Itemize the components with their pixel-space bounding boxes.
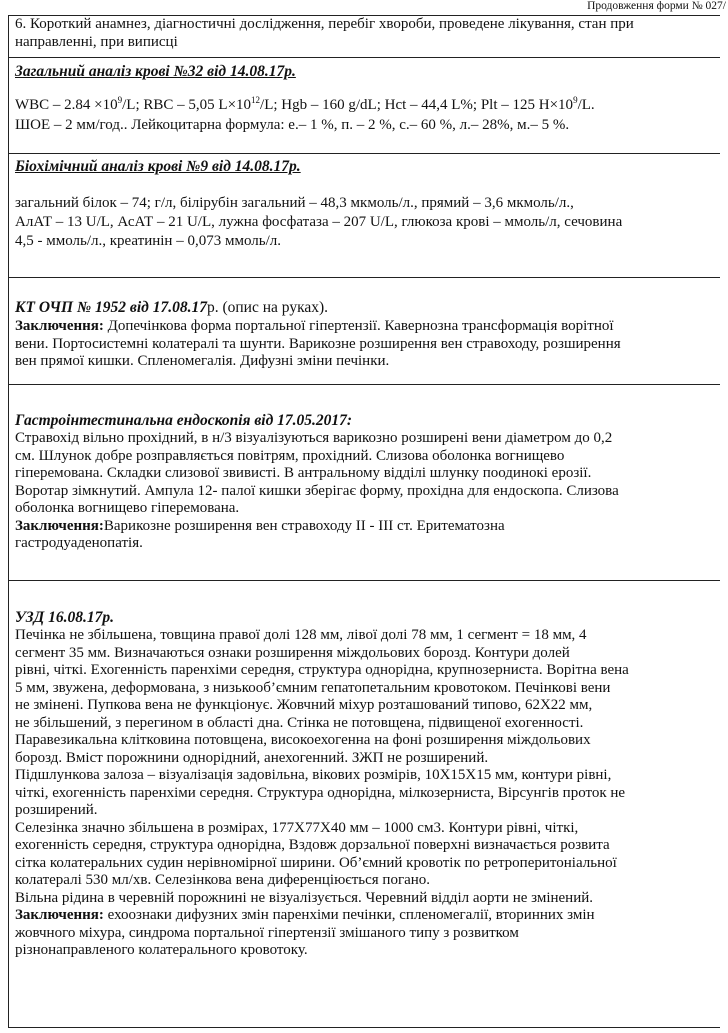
ct-heading-note: р. (опис на руках). [206, 299, 329, 316]
ultrasound-line: Паравезикальна клітковина потовщена, високоехогенна на фоні розширення міждольових [15, 732, 591, 748]
ultrasound-line: Підшлункова залоза – візуалізація задовільна, вікових розмірів, 10Х15Х15 мм, контури рівні, [15, 767, 612, 783]
ultrasound-line: борозд. Вміст порожнини однорідний, анехогенний. ЗЖП не розширений. [15, 749, 489, 766]
ultrasound-line: розширений. [15, 802, 98, 818]
ultrasound-line: сегмент 35 мм. Визначаються ознаки розширення міждольових борозд. Контури долей [15, 644, 570, 661]
ultrasound-line: Печінка не збільшена, товщина правої долі 128 мм, лівої долі 78 мм, 1 сегмент = 18 мм, 4 [15, 627, 587, 643]
ultrasound-conclusion-line-2: жовчного міхура, синдрома портальної гіпертензії змішаного типу з розвитком [15, 924, 519, 941]
rbc-value: /L; RBC – 5,05 L×10 [122, 97, 252, 113]
ultrasound-line: рівні, чіткі. Ехогенність паренхіми середня, структура однорідна, крупнозерниста. Ворітна вена [15, 662, 629, 678]
endoscopy-line: Стравохід вільно прохідний, в н/3 візуалізуються варикозно розширені вени діаметром до 0,2 [15, 430, 613, 446]
intro-line-2: направленні, при виписці [15, 33, 178, 50]
endoscopy-line: Воротар зімкнутий. Ампула 12- палої кишки зберігає форму, прохідна для ендоскопа. Слизова [15, 482, 619, 499]
hgb-hct-plt-values: /L; Hgb – 160 g/dL; Hct – 44,4 L%; Plt – 125 H×10 [260, 97, 574, 113]
ultrasound-line: Селезінка значно збільшена в розмірах, 177Х77Х40 мм – 1000 см3. Контури рівні, чіткі, [15, 819, 579, 836]
ultrasound-section [9, 581, 720, 1027]
blood-test-section [9, 58, 720, 154]
intro-section [9, 16, 720, 58]
ct-section [9, 278, 720, 385]
ct-heading [15, 298, 720, 317]
ultrasound-conclusion-text: ехоознаки дифузних змін паренхіми печінки, спленомегалії, вторинних змін [103, 907, 595, 923]
ultrasound-line: не збільшений, з перегином в області дна. Стінка не потовщена, підвищеної ехогенності. [15, 714, 584, 731]
biochemistry-line-2: АлАТ – 13 U/L, АсАТ – 21 U/L, лужна фосфатаза – 207 U/L, глюкоза крові – ммоль/л, сечовина [15, 214, 623, 230]
ultrasound-line: колатералі 530 мл/хв. Селезінкова вена диференціюється погано. [15, 872, 431, 888]
ultrasound-conclusion-line-3: різнонаправленого колатерального кровотоку. [15, 942, 308, 958]
blood-test-heading: Загальний аналіз крові №32 від 14.08.17р. [15, 63, 296, 80]
form-continuation-label: Продовження форми № 027/ [587, 0, 726, 12]
ultrasound-line: не змінені. Пупкова вена не функціонує. Жовчний міхур розташований типово, 62Х22 мм, [15, 697, 593, 713]
endoscopy-line: оболонка вогнищево гіперемована. [15, 500, 240, 516]
ultrasound-line: ехогенність середня, структура однорідна, Вздовж дорзальної поверхні визначається розвита [15, 837, 610, 853]
endoscopy-conclusion-label: Заключення: [15, 517, 104, 534]
endoscopy-heading: Гастроінтестинальна ендоскопія від 17.05.2017: [15, 412, 353, 429]
blood-test-line-1 [15, 96, 720, 114]
plt-unit: /L. [577, 97, 595, 113]
wbc-exponent: 9 [117, 95, 123, 105]
ultrasound-line: чіткі, ехогенність паренхіми середня. Структура однорідна, мілкозерниста, Вірсунгів проток не [15, 784, 626, 801]
ct-conclusion-text: Допечінкова форма портальної гіпертензії. Кавернозна трансформація ворітної [103, 318, 614, 334]
form-frame [8, 15, 720, 1028]
biochemistry-line-3: 4,5 - ммоль/л., креатинін – 0,073 ммоль/л. [15, 233, 281, 249]
endoscopy-conclusion-line-1 [15, 518, 720, 536]
wbc-value: WBC – 2.84 ×10 [15, 97, 118, 113]
endoscopy-conclusion-text: Варикозне розширення вен стравоходу II - III ст. Еритематозна [103, 517, 505, 534]
ultrasound-heading: УЗД 16.08.17р. [15, 609, 115, 626]
blood-test-line-2: ШОЕ – 2 мм/год.. Лейкоцитарна формула: е.– 1 %, п. – 2 %, с.– 60 %, л.– 28%, м.– 5 %. [15, 117, 570, 133]
biochemistry-section [9, 154, 720, 278]
endoscopy-conclusion-line-2: гастродуаденопатія. [15, 535, 143, 551]
ct-conclusion-line-1 [15, 318, 720, 336]
ct-conclusion-line-2: вени. Портосистемні колатералі та шунти. Варикозне розширення вен стравоходу, розширення [15, 335, 621, 352]
endoscopy-line: см. Шлунок добре розправляється повітрям, прохідний. Слизова оболонка вогнищево [15, 447, 565, 464]
endoscopy-section [9, 385, 720, 581]
biochemistry-heading: Біохімічний аналіз крові №9 від 14.08.17р. [15, 158, 301, 175]
ultrasound-line: сітка колатеральних судин нерівномірної ширини. Об’ємний кровотік по ретроперитоніальної [15, 854, 617, 871]
rbc-exponent: 12 [251, 95, 261, 105]
ct-conclusion-line-3: вен прямої кишки. Спленомегалія. Дифузні зміни печінки. [15, 353, 390, 369]
ct-heading-title: КТ ОЧП № 1952 від 17.08.17 [15, 299, 207, 316]
ultrasound-line: 5 мм, звужена, деформована, з низькооб’ємним гепатопетальним кровотоком. Печінкові вени [15, 679, 611, 696]
ultrasound-conclusion-label: Заключення: [15, 907, 104, 923]
biochemistry-line-1: загальний білок – 74; г/л, білірубін загальний – 48,3 мкмоль/л., прямий – 3,6 мкмоль/л., [15, 195, 574, 211]
ct-conclusion-label: Заключення: [15, 318, 104, 334]
intro-line-1: 6. Короткий анамнез, діагностичні дослідження, перебіг хвороби, проведене лікування, стан при [15, 16, 634, 32]
ultrasound-line: Вільна рідина в черевній порожнині не візуалізується. Черевний відділ аорти не змінений. [15, 889, 594, 906]
endoscopy-line: гіперемована. Складки слизової звивисті. В антральному відділі шлунку поодинокі ерозії. [15, 465, 592, 481]
plt-exponent: 9 [573, 95, 578, 105]
ultrasound-conclusion-line-1 [15, 907, 720, 925]
